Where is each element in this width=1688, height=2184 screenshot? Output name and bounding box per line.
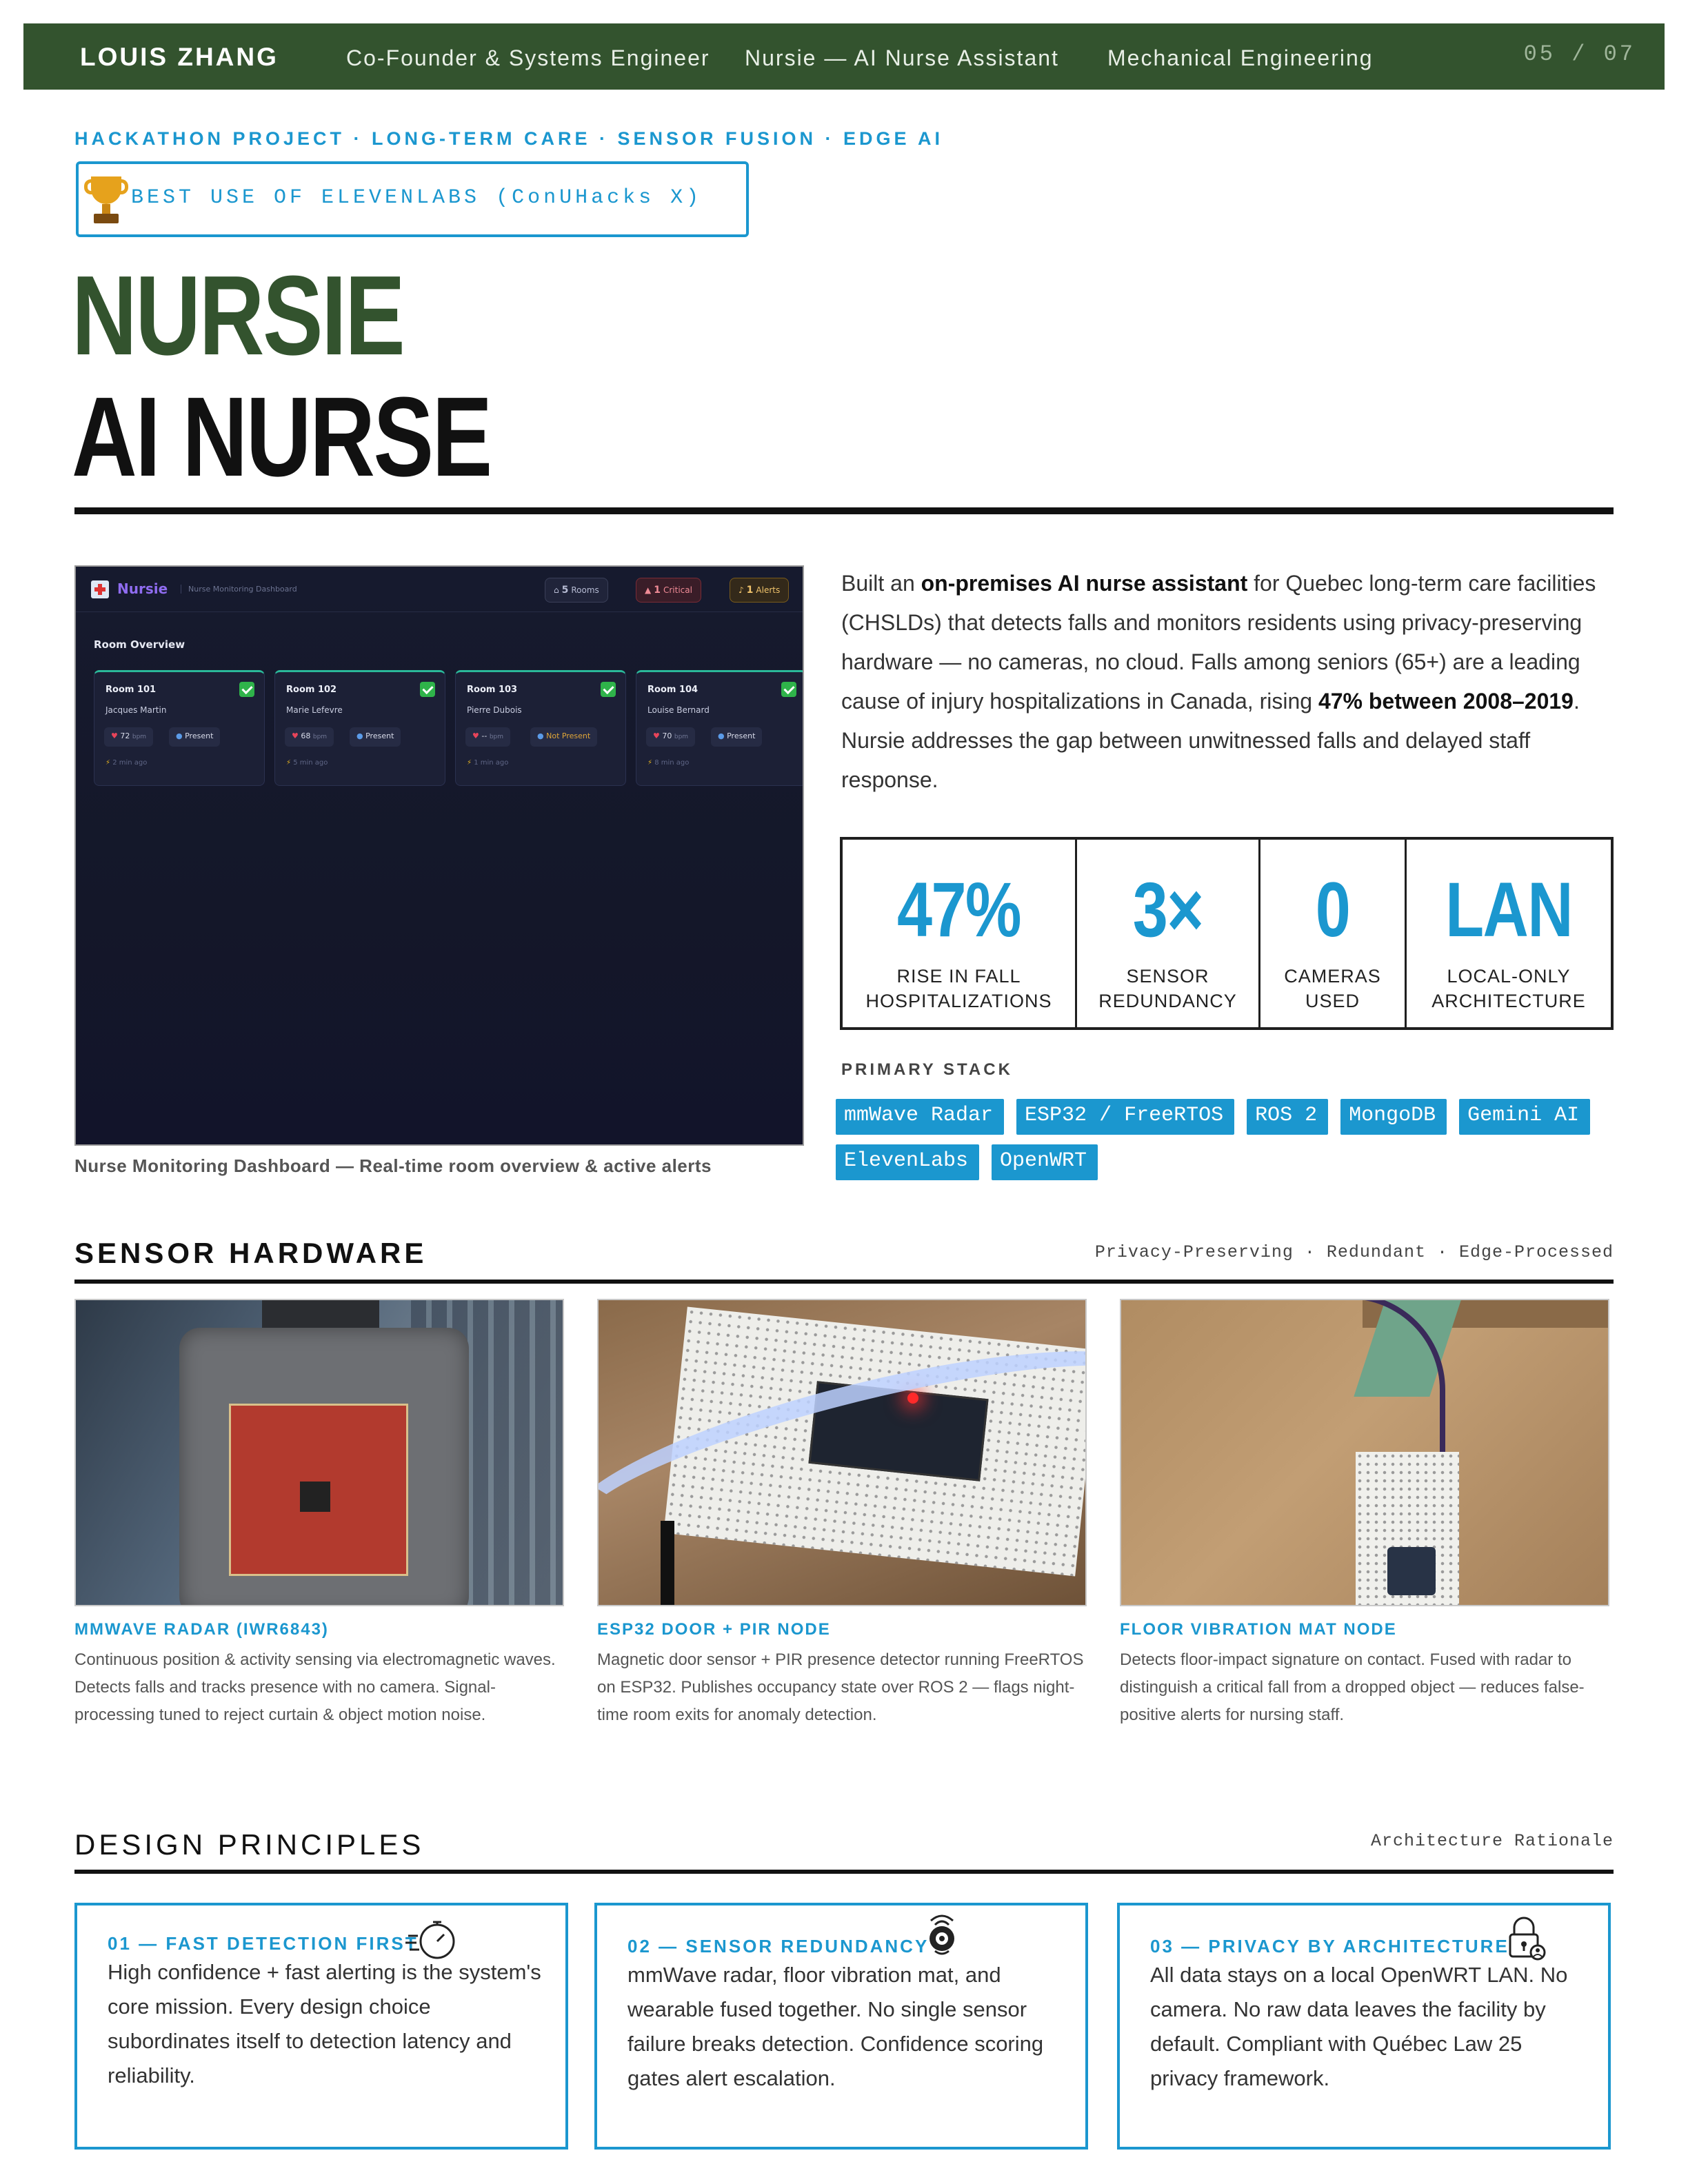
stack-chip: mmWave Radar: [836, 1099, 1004, 1135]
presence-status: ● Present: [169, 727, 220, 747]
stat-cell: [1077, 840, 1260, 1027]
project-tagline: HACKATHON PROJECT · LONG-TERM CARE · SENSOR FUSION · EDGE AI: [74, 128, 944, 149]
esp32-photo: [597, 1299, 1087, 1606]
principles-divider: [74, 1870, 1614, 1874]
stack-chip: OpenWRT: [992, 1144, 1098, 1180]
trophy-icon: [84, 175, 128, 225]
last-update: ⚡ 2 min ago: [106, 759, 148, 767]
hardware-heading: SENSOR HARDWARE: [74, 1237, 428, 1269]
rooms-pill[interactable]: ⌂ 5 Rooms: [545, 578, 608, 603]
room-overview-heading: Room Overview: [94, 638, 185, 651]
stat-value: LAN: [1445, 867, 1572, 953]
stack-heading: PRIMARY STACK: [841, 1060, 1013, 1079]
hospital-icon: [91, 580, 109, 598]
principle-title: 02 — SENSOR REDUNDANCY: [627, 1936, 930, 1957]
alerts-pill[interactable]: ♪ 1 Alerts: [730, 578, 789, 603]
stack-chip: ESP32 / FreeRTOS: [1016, 1099, 1234, 1135]
principle-desc: All data stays on a local OpenWRT LAN. No camera. No raw data leaves the facility by default. Compliant with Québec Law 25 privacy framework.: [1150, 1963, 1568, 2090]
hardware-desc: Magnetic door sensor + PIR presence detector running FreeRTOS on ESP32. Publishes occupancy state over ROS 2 — flags night-time room exits for anomaly detection.: [597, 1650, 1084, 1724]
room-card[interactable]: [636, 670, 804, 786]
last-update: ⚡ 1 min ago: [467, 759, 509, 767]
hardware-desc: Detects floor-impact signature on contact. Fused with radar to distinguish a critical fall from a dropped object — reduces false-positive alerts for nursing staff.: [1120, 1650, 1585, 1724]
radar-photo: [74, 1299, 564, 1606]
page-number: 05 / 07: [1523, 41, 1636, 67]
check-icon: [420, 682, 435, 697]
top-header-bar: [23, 23, 1665, 90]
stack-chips: [836, 1099, 1622, 1190]
stat-cell: [843, 840, 1077, 1027]
room-number: Room 103: [467, 685, 518, 695]
intro-paragraph: Built an on-premises AI nurse assistant for Quebec long-term care facilities (CHSLDs) that detects falls and monitors residents using privacy-preserving hardware — no cameras, no cloud. Falls among seniors (65+) are a leading cause of injury hospitalizations in Canada, rising 47% between 2008–2019. Nursie addresses the gap between unwitnessed falls and delayed staff response.: [841, 571, 1596, 792]
heart-rate: ♥ -- bpm: [465, 727, 510, 747]
hardware-subtitle: Privacy-Preserving · Redundant · Edge-Processed: [1094, 1242, 1614, 1262]
room-number: Room 104: [647, 685, 699, 695]
stat-value: 0: [1315, 867, 1350, 953]
check-icon: [239, 682, 254, 697]
hardware-title: ESP32 DOOR + PIR NODE: [597, 1620, 831, 1639]
room-number: Room 102: [286, 685, 337, 695]
hardware-desc: Continuous position & activity sensing via electromagnetic waves. Detects falls and tracks presence with no camera. Signal-processing tuned to reject curtain & object motion noise.: [74, 1650, 556, 1724]
room-number: Room 101: [106, 685, 157, 695]
stat-cell: [1407, 840, 1611, 1027]
title-line-2: AI NURSE: [72, 374, 491, 500]
patient-name: Louise Bernard: [647, 705, 710, 715]
room-card[interactable]: [274, 670, 445, 786]
check-icon: [601, 682, 616, 697]
hardware-title: MMWAVE RADAR (IWR6843): [74, 1620, 329, 1639]
principle-card: [1117, 1903, 1611, 2150]
presence-status: ● Present: [711, 727, 762, 747]
stack-chip: ROS 2: [1247, 1099, 1328, 1135]
last-update: ⚡ 5 min ago: [286, 759, 328, 767]
award-badge: [76, 161, 749, 237]
nav-role: Co-Founder & Systems Engineer: [346, 46, 710, 70]
patient-name: Marie Lefevre: [286, 705, 343, 715]
principle-desc: High confidence + fast alerting is the system's core mission. Every design choice subordinates itself to detection latency and reliability.: [108, 1960, 541, 2087]
title-line-1: NURSIE: [72, 252, 404, 378]
heart-rate: ♥ 72 bpm: [104, 727, 153, 747]
check-icon: [781, 682, 796, 697]
room-card[interactable]: [94, 670, 265, 786]
dashboard-caption: Nurse Monitoring Dashboard — Real-time room overview & active alerts: [74, 1155, 712, 1176]
hardware-title: FLOOR VIBRATION MAT NODE: [1120, 1620, 1397, 1639]
stack-chip: ElevenLabs: [836, 1144, 979, 1180]
principle-title: 03 — PRIVACY BY ARCHITECTURE: [1150, 1936, 1509, 1957]
principles-heading: DESIGN PRINCIPLES: [74, 1828, 425, 1861]
principle-card: [74, 1903, 568, 2150]
presence-status: ● Not Present: [530, 727, 597, 747]
patient-name: Pierre Dubois: [467, 705, 522, 715]
dashboard-brand: Nursie: [117, 580, 168, 597]
dashboard-subtitle: Nurse Monitoring Dashboard: [181, 585, 297, 594]
stack-chip: MongoDB: [1340, 1099, 1447, 1135]
stat-value: 47%: [897, 867, 1021, 953]
principles-subtitle: Architecture Rationale: [1370, 1831, 1614, 1851]
critical-pill[interactable]: ▲ 1 Critical: [636, 578, 701, 603]
vibration-mat-photo: [1120, 1299, 1609, 1606]
stat-label: SENSOR REDUNDANCY: [1098, 966, 1237, 1011]
stat-value: 3×: [1132, 867, 1203, 953]
nav-project: Nursie — AI Nurse Assistant: [745, 46, 1059, 70]
hardware-divider: [74, 1280, 1614, 1284]
principle-title: 01 — FAST DETECTION FIRST: [108, 1933, 419, 1954]
dashboard-header: [76, 567, 803, 612]
sensor-icon: [921, 1911, 963, 1958]
patient-name: Jacques Martin: [106, 705, 167, 715]
nav-discipline: Mechanical Engineering: [1107, 46, 1374, 70]
principle-card: [594, 1903, 1088, 2150]
dashboard-screenshot: [74, 565, 804, 1146]
heart-rate: ♥ 68 bpm: [285, 727, 334, 747]
stat-label: RISE IN FALL HOSPITALIZATIONS: [865, 966, 1052, 1011]
stat-label: LOCAL-ONLY ARCHITECTURE: [1431, 966, 1586, 1011]
stat-label: CAMERAS USED: [1284, 966, 1381, 1011]
stack-chip: Gemini AI: [1459, 1099, 1590, 1135]
privacy-lock-icon: [1506, 1915, 1549, 1961]
room-card[interactable]: [455, 670, 626, 786]
principle-desc: mmWave radar, floor vibration mat, and wearable fused together. No single sensor failure breaks detection. Confidence scoring gates alert escalation.: [627, 1963, 1044, 2090]
stats-row: [840, 837, 1614, 1030]
stat-cell: [1260, 840, 1407, 1027]
last-update: ⚡ 8 min ago: [647, 759, 690, 767]
title-divider: [74, 507, 1614, 514]
author-name: LOUIS ZHANG: [80, 43, 279, 71]
award-label: BEST USE OF ELEVENLABS (ConUHacks X): [131, 186, 703, 210]
heart-rate: ♥ 70 bpm: [646, 727, 695, 747]
presence-status: ● Present: [350, 727, 401, 747]
